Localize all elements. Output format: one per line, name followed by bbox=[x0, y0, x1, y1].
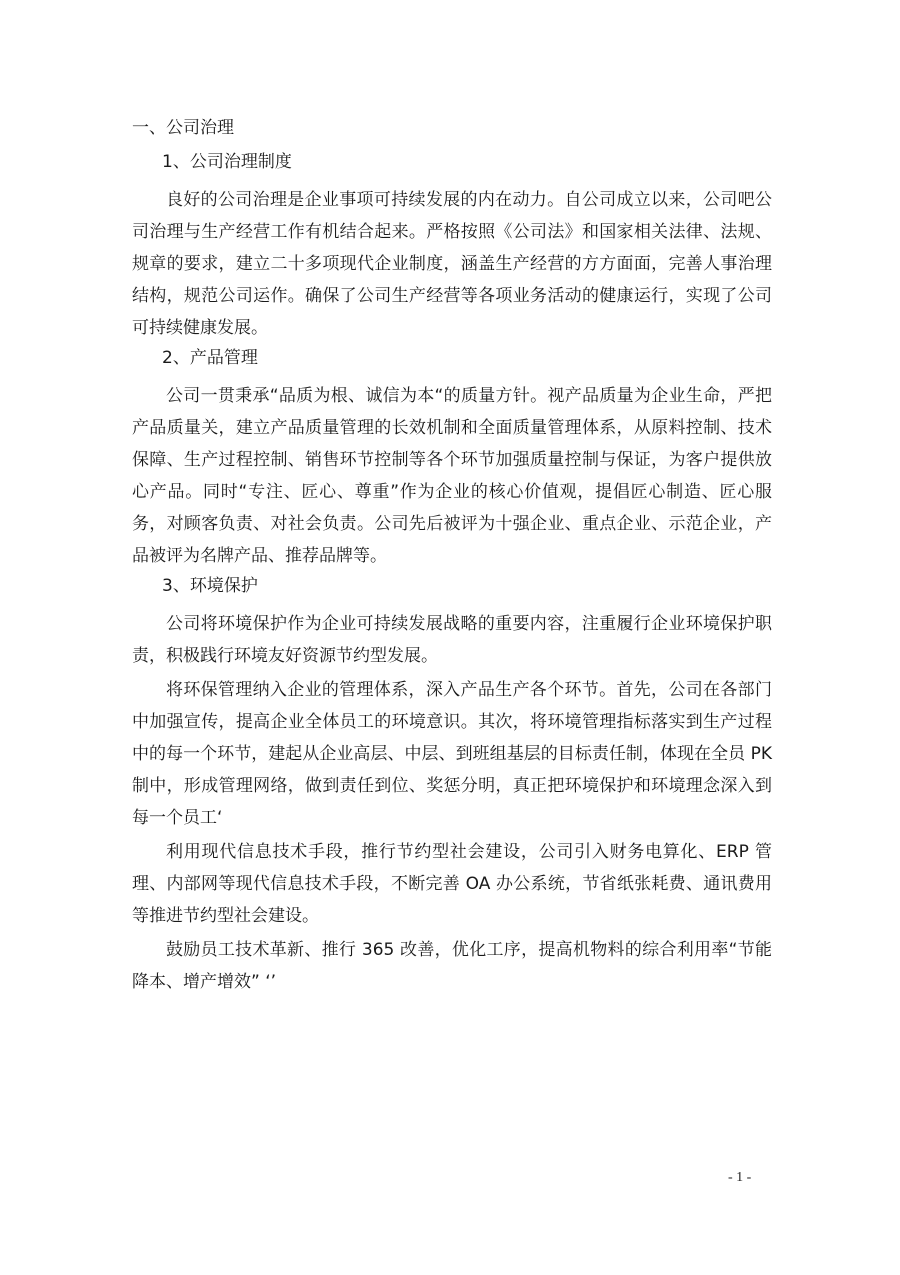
subsection-title-environment: 3、环境保护 bbox=[162, 576, 258, 596]
page-number: - 1 - bbox=[728, 1170, 752, 1185]
paragraph-environment-3: 利用现代信息技术手段，推行节约型社会建设，公司引入财务电算化、ERP 管理、内部网等现代信息技术手段，不断完善 OA 办公系统，节省纸张耗费、通讯费用等推进节约型社会建设。 bbox=[132, 842, 772, 926]
paragraph-environment-2: 将环保管理纳入企业的管理体系，深入产品生产各个环节。首先，公司在各部门中加强宣传，提高企业全体员工的环境意识。其次，将环境管理指标落实到生产过程中的每一个环节，建起从企业高层、中层、到班组基层的目标责任制，体现在全员 PK 制中，形成管理网络，做到责任到位、奖惩分明，真正把环境保护和环境理念深入到每一个员工‘ bbox=[132, 680, 772, 828]
subsection-title-product: 2、产品管理 bbox=[162, 348, 258, 368]
paragraph-product: 公司一贯秉承“品质为根、诚信为本“的质量方针。视产品质量为企业生命，严把产品质量关，建立产品质量管理的长效机制和全面质量管理体系，从原料控制、技术保障、生产过程控制、销售环节控制等各个环节加强质量控制与保证，为客户提供放心产品。同时“专注、匠心、尊重”作为企业的核心价值观，提倡匠心制造、匠心服务，对顾客负责、对社会负责。公司先后被评为十强企业、重点企业、示范企业，产品被评为名牌产品、推荐品牌等。 bbox=[132, 386, 772, 566]
section-title: 一、公司治理 bbox=[132, 118, 234, 138]
document-body bbox=[132, 116, 772, 1000]
paragraph-governance: 良好的公司治理是企业事项可持续发展的内在动力。自公司成立以来，公司吧公司治理与生产经营工作有机结合起来。严格按照《公司法》和国家相关法律、法规、规章的要求，建立二十多项现代企业制度，涵盖生产经营的方方面面，完善人事治理结构，规范公司运作。确保了公司生产经营等各项业务活动的健康运行，实现了公司可持续健康发展。 bbox=[132, 190, 772, 338]
subsection-title-governance: 1、公司治理制度 bbox=[162, 152, 292, 172]
paragraph-environment-1: 公司将环境保护作为企业可持续发展战略的重要内容，注重履行企业环境保护职责，积极践行环境友好资源节约型发展。 bbox=[132, 614, 772, 666]
paragraph-environment-4: 鼓励员工技术革新、推行 365 改善，优化工序，提高机物料的综合利用率“节能降本、增产增效” ‘’ bbox=[132, 940, 772, 992]
